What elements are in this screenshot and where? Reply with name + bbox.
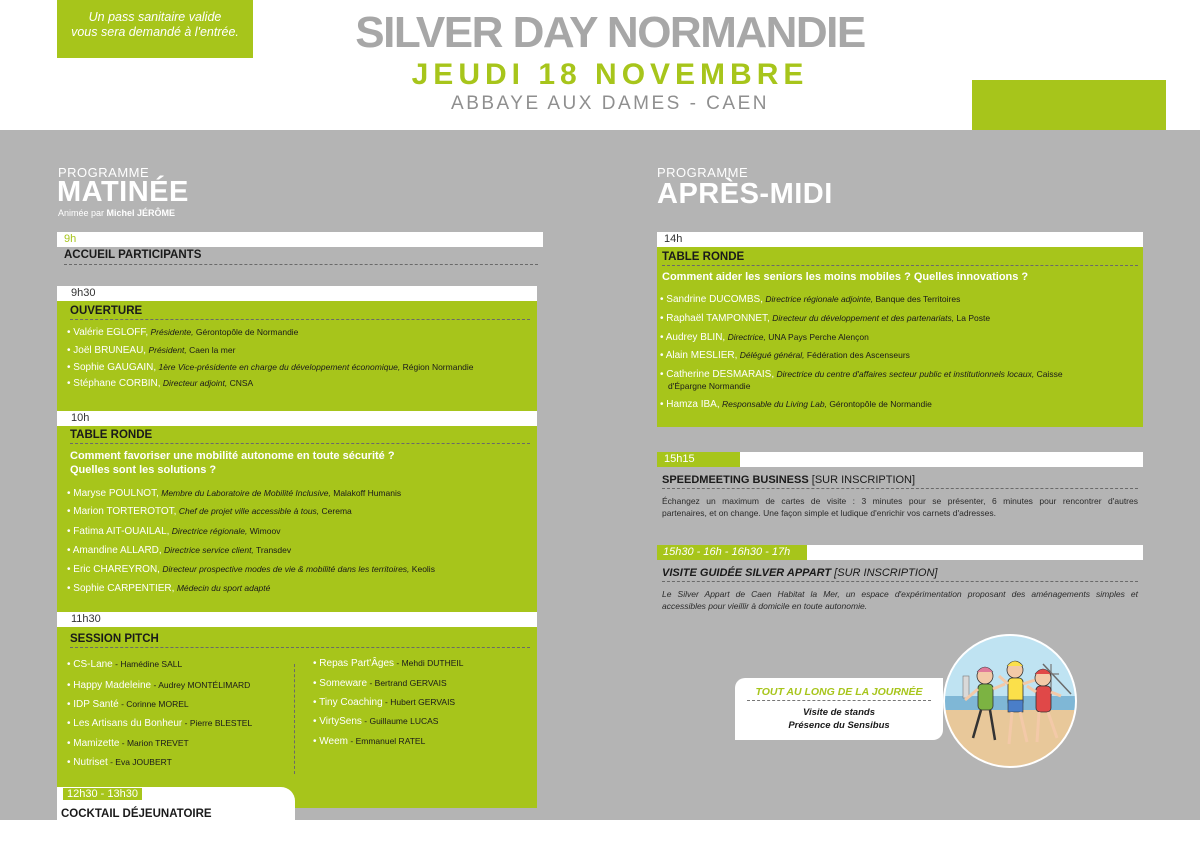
speaker-egloff: • Valérie EGLOFF, Présidente, Gérontopôle de Normandie [67, 327, 299, 338]
speaker-carpentier: • Sophie CARPENTIER, Médecin du sport adapté [67, 583, 271, 594]
time-9h: 9h [57, 232, 543, 247]
time-14h: 14h [657, 232, 1143, 247]
morning-question-1: Comment favoriser une mobilité autonome en toute sécurité ? [70, 450, 395, 462]
session-pitch-divider [70, 647, 530, 648]
speaker-poulnot: • Maryse POULNOT, Membre du Laboratoire de Mobilité Inclusive, Malakoff Humanis [67, 488, 402, 499]
pitch-weem: • Weem - Emmanuel RATEL [313, 736, 426, 747]
pitch-artisans-bonheur: • Les Artisans du Bonheur - Pierre BLESTEL [67, 718, 253, 729]
table-ronde-morning-divider [70, 443, 530, 444]
event-date: JEUDI 18 NOVEMBRE [411, 58, 809, 91]
morning-program-label: PROGRAMME [58, 165, 150, 180]
speedmeeting-title: SPEEDMEETING BUSINESS [SUR INSCRIPTION] [662, 474, 916, 486]
pitch-repas-partages: • Repas Part'Âges - Mehdi DUTHEIL [313, 658, 464, 669]
time-10h: 10h [57, 411, 537, 426]
cocktail-title: COCKTAIL DÉJEUNATOIRE [61, 808, 212, 820]
ouverture-divider [70, 319, 530, 320]
speaker-chareyron: • Eric CHAREYRON, Directeur prospective modes de vie & mobilité dans les territoires, Keolis [67, 564, 435, 575]
notice-line-1: Un pass sanitaire valide [88, 10, 222, 24]
health-pass-notice [57, 0, 253, 58]
speaker-ait-ouailal: • Fatima AIT-OUAILAL, Directrice régionale, Wimoov [67, 526, 281, 537]
speaker-blin: • Audrey BLIN, Directrice, UNA Pays Perche Alençon [660, 332, 869, 343]
speaker-corbin: • Stéphane CORBIN, Directeur adjoint, CNSA [67, 378, 254, 389]
page-header [0, 0, 1200, 130]
notice-line-2: vous sera demandé à l'entrée. [71, 25, 239, 39]
seniors-beach-illustration [943, 634, 1077, 768]
time-9h30: 9h30 [57, 286, 537, 301]
pitch-someware: • Someware - Bertrand GERVAIS [313, 678, 447, 689]
speaker-desmarais: • Catherine DESMARAIS, Directrice du centre d'affaires secteur public et institutionnels locaux, Caisse [660, 369, 1063, 380]
visite-text-2: accessibles pour vieillir à domicile en toute autonomie. [662, 601, 868, 611]
speaker-torterotot: • Marion TORTEROTOT, Chef de projet ville accessible à tous, Cerema [67, 506, 352, 517]
speaker-allard: • Amandine ALLARD, Directrice service client, Transdev [67, 545, 292, 556]
speedmeeting-text-1: Échangez un maximum de cartes de visite : 3 minutes pour se présenter, 6 minutes pour rencontrer d'autres [662, 496, 1138, 506]
afternoon-question: Comment aider les seniors les moins mobiles ? Quelles innovations ? [662, 271, 1029, 283]
all-day-stands: Visite de stands [803, 707, 875, 718]
morning-question-2: Quelles sont les solutions ? [70, 464, 217, 476]
ouverture-title: OUVERTURE [70, 305, 143, 317]
speaker-meslier: • Alain MESLIER, Délégué général, Fédération des Ascenseurs [660, 350, 910, 361]
pitch-mamizette: • Mamizette - Marion TREVET [67, 738, 189, 749]
visite-title: VISITE GUIDÉE SILVER APPART [SUR INSCRIPTION] [662, 567, 938, 579]
speaker-tamponnet: • Raphaël TAMPONNET, Directeur du développement et des partenariats, La Poste [660, 313, 991, 324]
speedmeeting-divider [662, 488, 1138, 489]
accueil-title: ACCUEIL PARTICIPANTS [64, 249, 202, 261]
visite-text-1: Le Silver Appart de Caen Habitat la Mer, un espace d'expérimentation proposant des aménagements simples et [662, 589, 1138, 599]
all-day-sensibus: Présence du Sensibus [788, 720, 890, 731]
time-11h30: 11h30 [57, 612, 537, 627]
table-ronde-afternoon-divider [662, 265, 1138, 266]
time-15h15-bar [740, 452, 1143, 467]
speaker-iba: • Hamza IBA, Responsable du Living Lab, Gérontopôle de Normandie [660, 399, 932, 410]
table-ronde-morning-title: TABLE RONDE [70, 429, 153, 441]
event-venue: ABBAYE AUX DAMES - CAEN [451, 93, 769, 114]
morning-host [58, 208, 175, 218]
table-ronde-afternoon-title: TABLE RONDE [662, 251, 745, 263]
visite-divider [662, 581, 1138, 582]
pitch-tiny-coaching: • Tiny Coaching - Hubert GERVAIS [313, 697, 456, 708]
speaker-desmarais-org-cont: d'Épargne Normandie [668, 381, 751, 391]
speaker-bruneau: • Joël BRUNEAU, Président, Caen la mer [67, 345, 236, 356]
host-name: Michel JÉRÔME [106, 208, 176, 218]
time-12h30: 12h30 - 13h30 [63, 788, 142, 800]
cocktail-section [57, 787, 295, 827]
event-title: SILVER DAY NORMANDIE [355, 8, 865, 57]
all-day-box [735, 678, 943, 740]
pitch-nutriset: • Nutriset - Eva JOUBERT [67, 757, 172, 768]
pitch-virtysens: • VirtySens - Guillaume LUCAS [313, 716, 439, 727]
ouverture-section [57, 301, 537, 411]
all-day-title: TOUT AU LONG DE LA JOURNÉE [755, 686, 923, 698]
afternoon-title: APRÈS-MIDI [657, 178, 833, 210]
time-15h15: 15h15 [664, 453, 695, 465]
host-prefix: Animée par [58, 208, 105, 218]
speaker-ducombs: • Sandrine DUCOMBS, Directrice régionale adjointe, Banque des Territoires [660, 294, 961, 305]
accueil-divider [64, 264, 538, 265]
pitch-cs-lane: • CS-Lane - Hamédine SALL [67, 659, 183, 670]
pitch-happy-madeleine: • Happy Madeleine - Audrey MONTÉLIMARD [67, 680, 251, 691]
session-pitch-title: SESSION PITCH [70, 633, 159, 645]
decorative-green-block [972, 80, 1166, 130]
pitch-idp-sante: • IDP Santé - Corinne MOREL [67, 699, 189, 710]
afternoon-program-label: PROGRAMME [657, 165, 749, 180]
morning-title: MATINÉE [57, 176, 189, 208]
time-visite: 15h30 - 16h - 16h30 - 17h [657, 545, 807, 560]
speaker-gaugain: • Sophie GAUGAIN, 1ère Vice-présidente en charge du développement économique, Région Normandie [67, 362, 474, 373]
speedmeeting-text-2: partenaires, et on change. Une façon simple et ludique d'enrichir vos carnets d'adresses. [662, 508, 996, 518]
all-day-divider [747, 700, 931, 701]
pitch-column-divider [294, 664, 295, 774]
